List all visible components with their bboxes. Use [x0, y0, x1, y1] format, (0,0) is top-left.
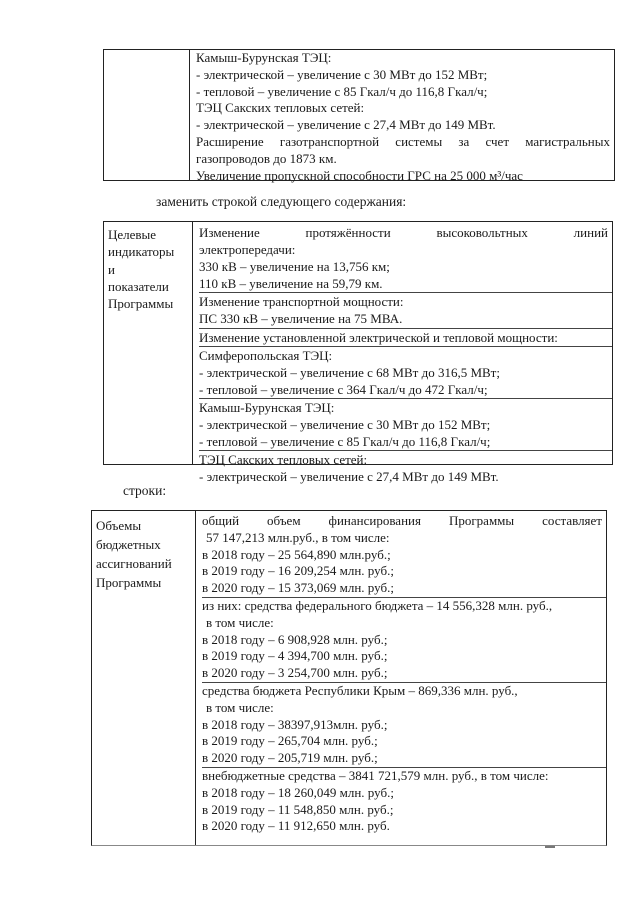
label-line: Объемы: [96, 518, 142, 533]
table-line: в 2020 году – 3 254,700 млн. руб.;: [202, 665, 606, 683]
table-label-cell: [104, 222, 193, 464]
table-line: - электрической – увеличение с 30 МВт до 152 МВт;: [196, 66, 488, 82]
table-line: Изменение протяжённости высоковольтных линий: [199, 225, 608, 240]
table-line: общий объем финансирования Программы составляет: [202, 513, 602, 528]
label-line: бюджетных: [96, 537, 161, 552]
table-line: ТЭЦ Сакских тепловых сетей:: [199, 452, 368, 468]
table-continuation: [103, 49, 615, 181]
table-line: Увеличение пропускной способности ГРС на 25 000 м³/час: [196, 167, 523, 183]
table-line: - тепловой – увеличение с 364 Гкал/ч до 472 Гкал/ч;: [199, 381, 612, 399]
table-line: в 2020 году – 15 373,069 млн. руб.;: [202, 580, 606, 598]
table-line: средства бюджета Республики Крым – 869,336 млн. руб.,: [202, 682, 518, 698]
label-line: индикаторы: [108, 244, 175, 260]
rows-label: строки:: [123, 483, 167, 498]
table-line: в 2018 году – 6 908,928 млн. руб.;: [202, 631, 388, 647]
label-line: ассигнований: [96, 556, 172, 571]
table-line: - электрической – увеличение с 27,4 МВт до 149 МВт.: [196, 117, 496, 133]
table-line: Камыш-Бурунская ТЭЦ:: [199, 399, 335, 415]
table-line: - электрической – увеличение с 68 МВт до 316,5 МВт;: [199, 364, 500, 380]
table-line: в том числе:: [206, 614, 274, 630]
table-content-cell: [193, 222, 612, 485]
table-line: - тепловой – увеличение с 85 Гкал/ч до 116,8 Гкал/ч;: [199, 433, 612, 451]
label-line: Целевые: [108, 227, 157, 242]
table-line: ТЭЦ Сакских тепловых сетей:: [196, 100, 365, 116]
scan-artifact: [545, 846, 555, 848]
table-line: электропередачи:: [199, 242, 296, 258]
table-content-cell: [190, 50, 614, 183]
table-line: 330 кВ – увеличение на 13,756 км;: [199, 259, 390, 275]
budget-allocations-table: [91, 510, 607, 846]
target-indicators-table: [103, 221, 613, 485]
replace-instruction: заменить строкой следующего содержания:: [156, 194, 407, 209]
table-line: в 2018 году – 25 564,890 млн.руб.;: [202, 546, 391, 562]
table-line: Камыш-Бурунская ТЭЦ:: [196, 50, 332, 65]
table-line: в 2018 году – 18 260,049 млн. руб.;: [202, 784, 394, 800]
table-line: Изменение транспортной мощности:: [199, 294, 404, 310]
table-line: Изменение установленной электрической и тепловой мощности:: [199, 329, 612, 347]
table-line: в 2020 году – 205,719 млн. руб.;: [202, 750, 606, 768]
table-line: в 2019 году – 16 209,254 млн. руб.;: [202, 563, 394, 579]
table-line: 57 147,213 млн.руб., в том числе:: [206, 529, 390, 545]
table-line: 110 кВ – увеличение на 59,79 км.: [199, 275, 612, 293]
table-content-cell: [196, 511, 606, 845]
table-line: в 2018 году – 38397,913млн. руб.;: [202, 716, 388, 732]
table-line: из них: средства федерального бюджета – 14 556,328 млн. руб.,: [202, 597, 553, 613]
table-label-cell: [92, 511, 196, 845]
table-line: - электрической – увеличение с 30 МВт до 152 МВт;: [199, 417, 491, 433]
table-line: внебюджетные средства – 3841 721,579 млн. руб., в том числе:: [202, 767, 549, 783]
table-line: в 2019 году – 265,704 млн. руб.;: [202, 733, 378, 749]
table-line: газопроводов до 1873 км.: [196, 150, 337, 166]
label-line: Программы: [108, 296, 174, 312]
table-line: в 2019 году – 4 394,700 млн. руб.;: [202, 648, 388, 664]
table-label-cell: [104, 50, 190, 180]
table-line: ПС 330 кВ – увеличение на 75 МВА.: [199, 310, 612, 328]
table-line: Симферопольская ТЭЦ:: [199, 347, 333, 363]
label-line: показатели: [108, 278, 169, 294]
table-line: - электрической – увеличение с 27,4 МВт до 149 МВт.: [199, 469, 499, 485]
table-line: в 2020 году – 11 912,650 млн. руб.: [202, 818, 390, 834]
table-line: Расширение газотранспортной системы за счет магистральных: [196, 133, 610, 149]
label-line: и: [108, 261, 115, 277]
label-line: Программы: [96, 575, 162, 590]
table-line: в том числе:: [206, 699, 274, 715]
table-line: - тепловой – увеличение с 85 Гкал/ч до 116,8 Гкал/ч;: [196, 83, 488, 99]
table-line: в 2019 году – 11 548,850 млн. руб.;: [202, 801, 394, 817]
